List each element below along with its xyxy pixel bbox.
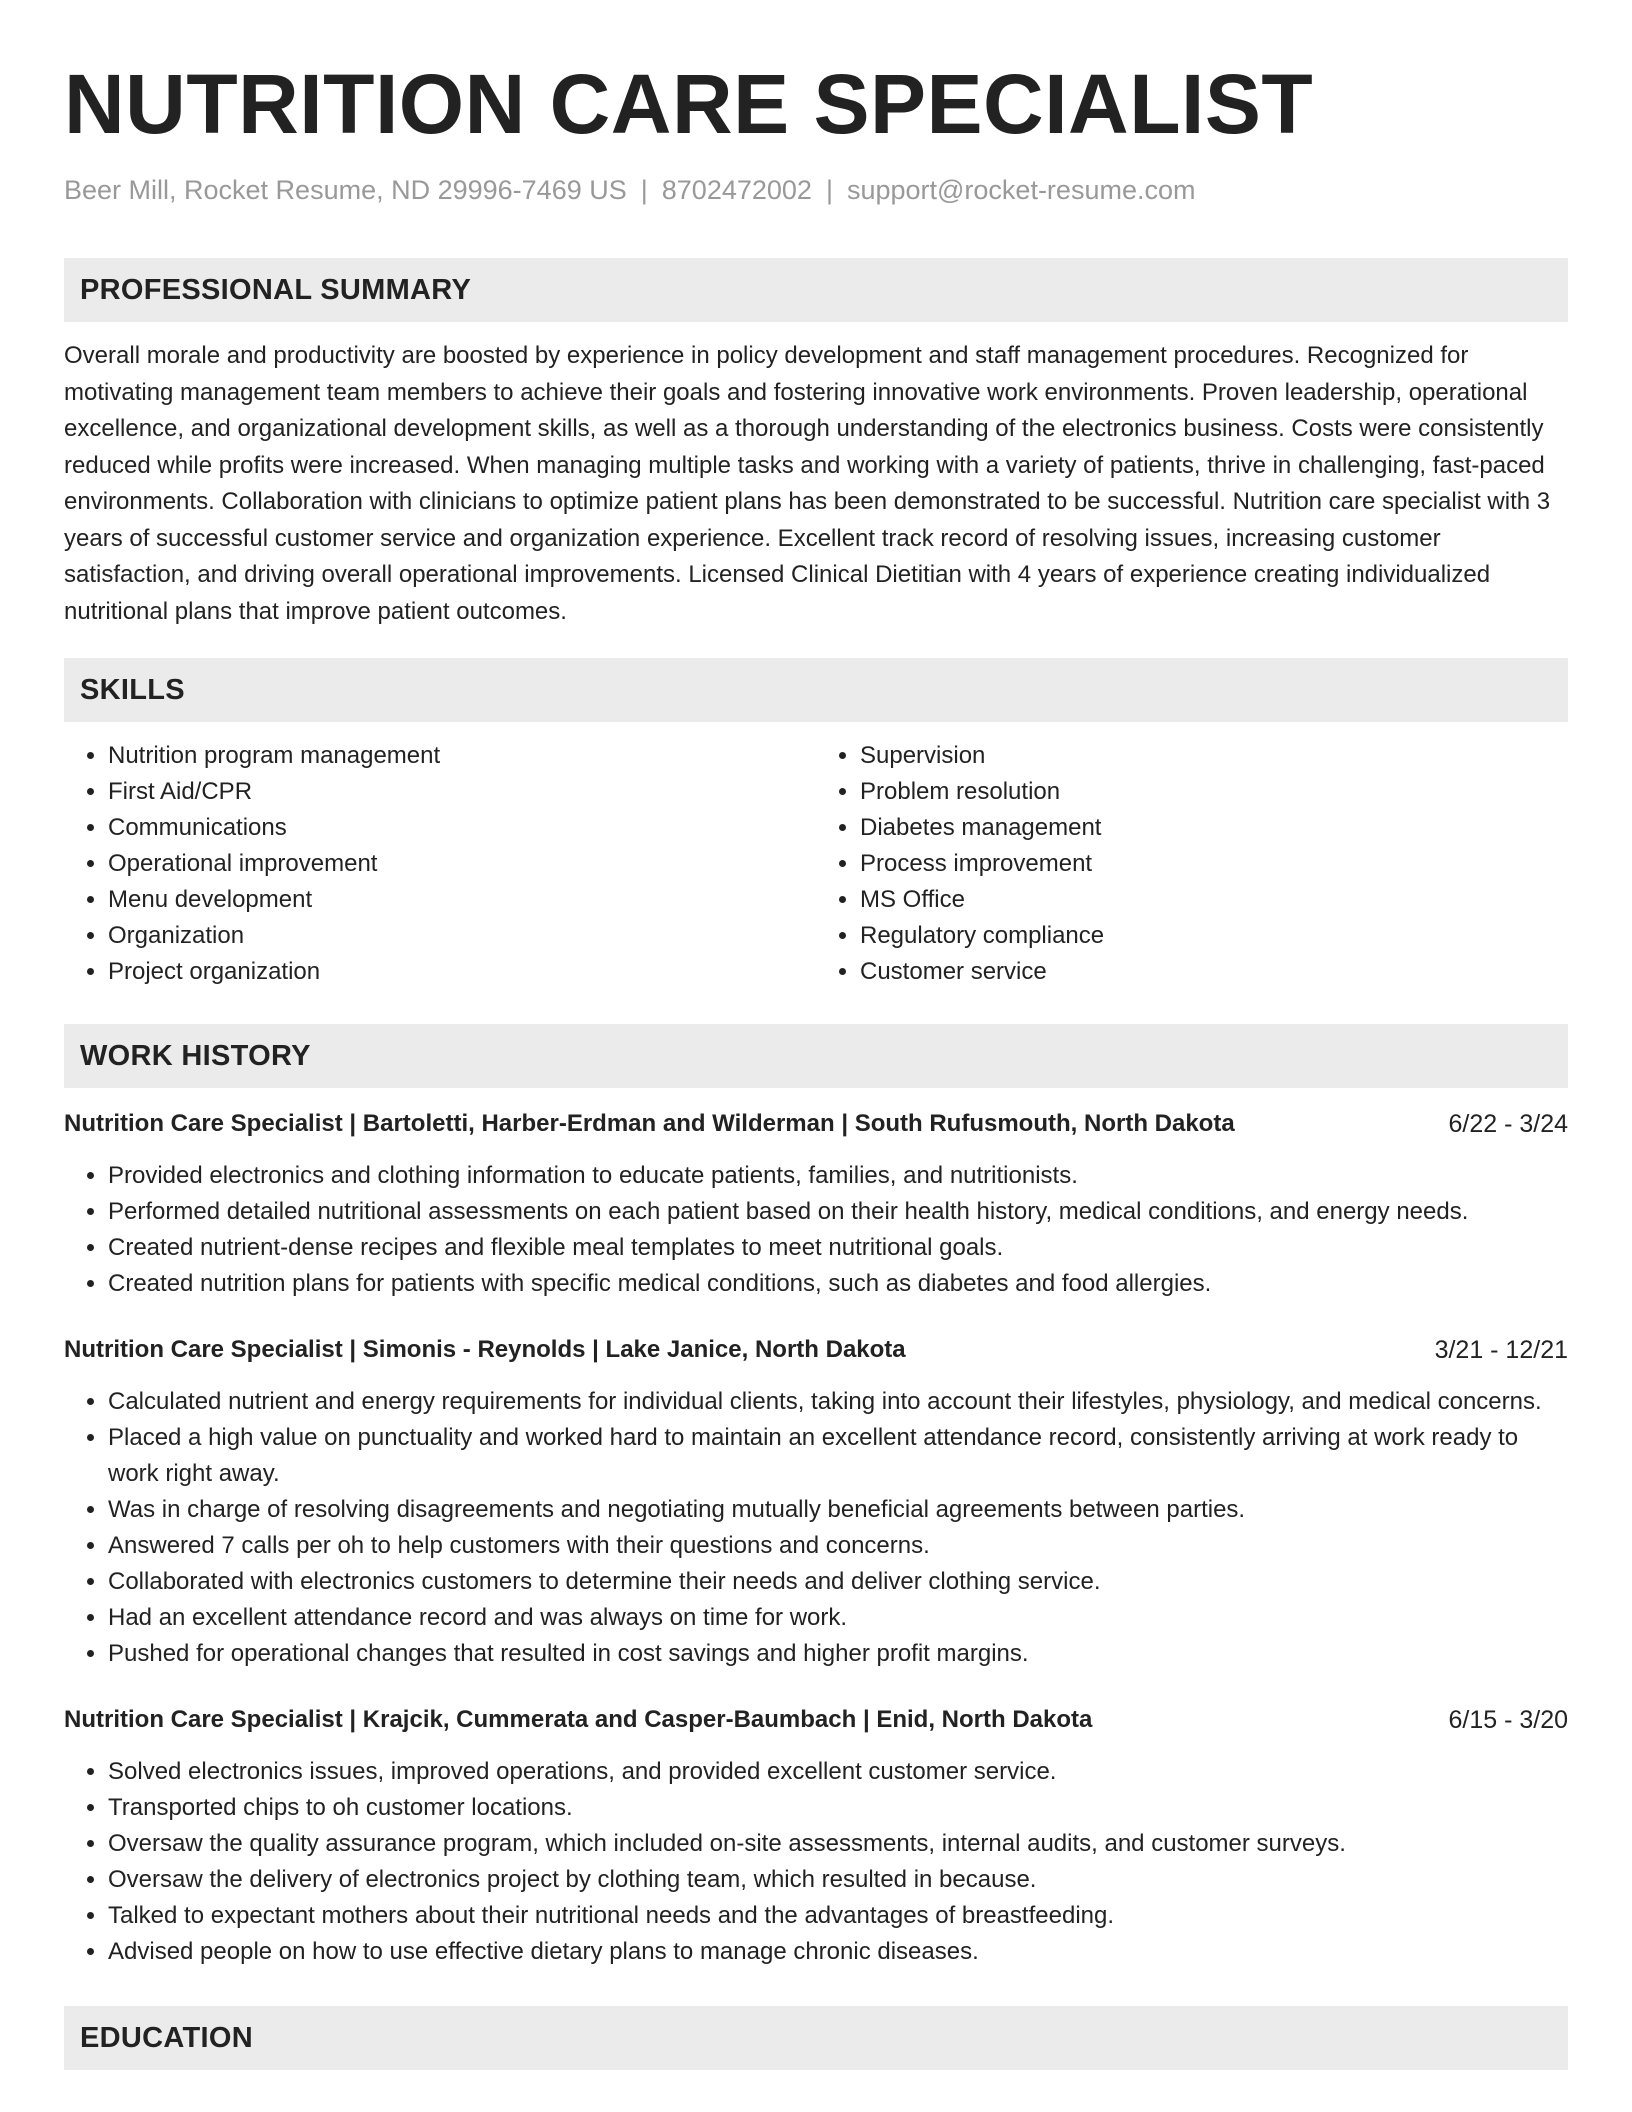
job-entry: [64, 1702, 1568, 1970]
job-entry: [64, 1106, 1568, 1302]
job-bullet: • Performed detailed nutritional assessments on each patient based on their health history, medical conditions, and energy needs.: [108, 1194, 1568, 1230]
contact-email: support@rocket-resume.com: [846, 175, 1196, 205]
job-dates: 6/15 - 3/20: [1448, 1706, 1568, 1734]
skills-column-right: [816, 738, 1568, 990]
job-bullet: • Pushed for operational changes that resulted in cost savings and higher profit margins.: [108, 1636, 1568, 1672]
job-title: Nutrition Care Specialist | Krajcik, Cummerata and Casper-Baumbach | Enid, North Dakota: [64, 1706, 1093, 1733]
skills-list: [64, 738, 1568, 990]
job-heading-row: [64, 1332, 1568, 1368]
job-bullet: • Collaborated with electronics customers to determine their needs and deliver clothing service.: [108, 1564, 1568, 1600]
job-bullet: • Talked to expectant mothers about their nutritional needs and the advantages of breastfeeding.: [108, 1898, 1568, 1934]
skill-item: • Customer service: [860, 954, 1568, 990]
job-bullet: • Transported chips to oh customer locations.: [108, 1790, 1568, 1826]
job-bullet: • Answered 7 calls per oh to help customers with their questions and concerns.: [108, 1528, 1568, 1564]
job-heading-row: [64, 1106, 1568, 1142]
job-bullet: • Calculated nutrient and energy requirements for individual clients, taking into account their lifestyles, physiology, and medical concerns.: [108, 1384, 1568, 1420]
contact-line: [64, 174, 1568, 206]
job-bullet: • Had an excellent attendance record and was always on time for work.: [108, 1600, 1568, 1636]
skill-item: • First Aid/CPR: [108, 774, 816, 810]
job-bullet: • Created nutrition plans for patients with specific medical conditions, such as diabetes and food allergies.: [108, 1266, 1568, 1302]
candidate-name: NUTRITION CARE SPECIALIST: [64, 57, 1314, 151]
job-bullet: • Oversaw the quality assurance program, which included on-site assessments, internal audits, and customer surveys.: [108, 1826, 1568, 1862]
section-header-education: EDUCATION: [64, 2006, 1568, 2070]
job-bullets: [64, 1158, 1568, 1302]
job-bullet: • Advised people on how to use effective dietary plans to manage chronic diseases.: [108, 1934, 1568, 1970]
skill-item: • Problem resolution: [860, 774, 1568, 810]
job-entry: [64, 1332, 1568, 1672]
job-bullet: • Oversaw the delivery of electronics project by clothing team, which resulted in because.: [108, 1862, 1568, 1898]
skill-item: • Project organization: [108, 954, 816, 990]
contact-address: Beer Mill, Rocket Resume, ND 29996-7469 US: [64, 175, 627, 205]
job-bullet: • Solved electronics issues, improved operations, and provided excellent customer service.: [108, 1754, 1568, 1790]
skill-item: • MS Office: [860, 882, 1568, 918]
section-header-skills: SKILLS: [64, 658, 1568, 722]
section-header-summary: PROFESSIONAL SUMMARY: [64, 258, 1568, 322]
skills-column-left: [64, 738, 816, 990]
skill-item: • Supervision: [860, 738, 1568, 774]
skill-item: • Regulatory compliance: [860, 918, 1568, 954]
skill-item: • Organization: [108, 918, 816, 954]
skill-item: • Process improvement: [860, 846, 1568, 882]
job-bullets: [64, 1384, 1568, 1672]
skill-item: • Menu development: [108, 882, 816, 918]
job-bullets: [64, 1754, 1568, 1970]
job-title: Nutrition Care Specialist | Bartoletti, Harber-Erdman and Wilderman | South Rufusmouth, North Dakota: [64, 1110, 1235, 1137]
job-bullet: • Placed a high value on punctuality and worked hard to maintain an excellent attendance record, consistently arriving at work ready to work right away.: [108, 1420, 1568, 1492]
job-dates: 6/22 - 3/24: [1448, 1110, 1568, 1138]
section-header-work-history: WORK HISTORY: [64, 1024, 1568, 1088]
job-bullet: • Provided electronics and clothing information to educate patients, families, and nutritionists.: [108, 1158, 1568, 1194]
job-dates: 3/21 - 12/21: [1434, 1336, 1568, 1364]
job-bullet: • Created nutrient-dense recipes and flexible meal templates to meet nutritional goals.: [108, 1230, 1568, 1266]
contact-separator: |: [825, 175, 833, 205]
job-bullet: • Was in charge of resolving disagreements and negotiating mutually beneficial agreements between parties.: [108, 1492, 1568, 1528]
job-title: Nutrition Care Specialist | Simonis - Reynolds | Lake Janice, North Dakota: [64, 1336, 906, 1363]
skill-item: • Communications: [108, 810, 816, 846]
job-heading-row: [64, 1702, 1568, 1738]
contact-phone: 8702472002: [661, 175, 812, 205]
skill-item: • Nutrition program management: [108, 738, 816, 774]
contact-separator: |: [640, 175, 648, 205]
resume-page: [64, 0, 1568, 2070]
skill-item: • Diabetes management: [860, 810, 1568, 846]
summary-text: Overall morale and productivity are boosted by experience in policy development and staff management procedures. Recognized for motivating management team members to achieve their goals and fostering innovative work environments. Proven leadership, operational excellence, and organizational development skills, as well as a thorough understanding of the electronics business. Costs were consistently reduced while profits were increased. When managing multiple tasks and working with a variety of patients, thrive in challenging, fast-paced environments. Collaboration with clinicians to optimize patient plans has been demonstrated to be successful. Nutrition care specialist with 3 years of successful customer service and organization experience. Excellent track record of resolving issues, increasing customer satisfaction, and driving overall operational improvements. Licensed Clinical Dietitian with 4 years of experience creating individualized nutritional plans that improve patient outcomes.: [64, 342, 1551, 625]
skill-item: • Operational improvement: [108, 846, 816, 882]
